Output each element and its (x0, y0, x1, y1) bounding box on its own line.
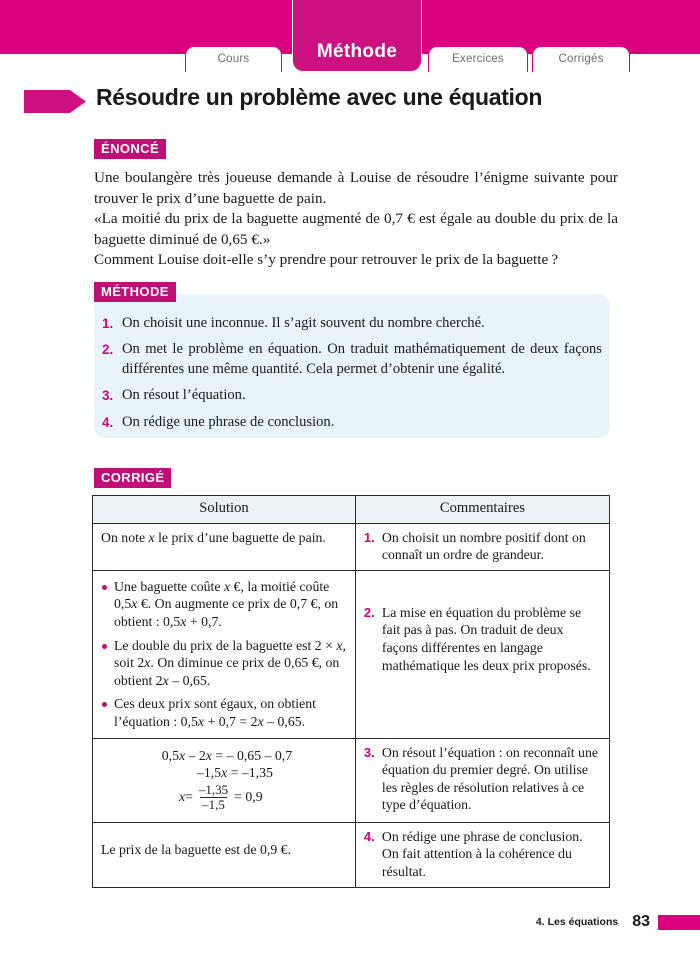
comment-item (364, 604, 601, 674)
fraction-numerator: –1,35 (198, 781, 229, 797)
enonce-paragraph-1: Une boulangère très joueuse demande à Louise de résoudre l’énigme suivante pour trouver le prix d’une baguette de pain. (94, 169, 618, 207)
bullet-part: – 0,65. (263, 713, 306, 729)
solution-cell-1 (93, 523, 356, 570)
methode-step (102, 340, 602, 379)
variable-x: x (179, 789, 186, 805)
variable-x: x (180, 613, 187, 629)
table-header-row (93, 496, 610, 524)
bullet-part: Une baguette coûte (114, 578, 224, 594)
solution-bullet-list (101, 578, 347, 731)
bullet-part: €. On augmente ce prix de 0,7 €, on obtient : 0,5 (114, 596, 339, 629)
solution-cell-2 (93, 570, 356, 738)
variable-x: x (131, 596, 138, 612)
arrow-marker-icon (24, 90, 86, 113)
corrige-label-wrap (94, 468, 171, 488)
page-title-row (0, 84, 700, 120)
comment-number: 4. (363, 828, 375, 844)
solution-text: Le prix de la baguette est de 0,9 €. (101, 841, 292, 857)
comment-text: On choisit un nombre positif dont on connaît un ordre de grandeur. (381, 529, 586, 563)
footer-page-number: 83 (632, 913, 650, 930)
variable-x: x (257, 713, 264, 729)
comment-item (364, 828, 601, 881)
list-item (101, 578, 347, 631)
tab-methode[interactable] (292, 0, 422, 72)
variable-x: x (336, 637, 343, 653)
methode-steps (102, 314, 602, 432)
tab-cours-label: Cours (217, 53, 250, 65)
bullet-part: . On diminue ce prix de 0,65 €, on obtient 2 (114, 655, 340, 688)
comment-item (364, 744, 601, 814)
equation-line-2 (101, 764, 347, 782)
variable-x: x (197, 713, 205, 729)
solution-text-pre: On note (101, 529, 149, 545)
methode-step-number: 1. (102, 316, 114, 331)
methode-step (102, 413, 602, 432)
comment-cell-2 (355, 570, 609, 738)
column-header-commentaires: Commentaires (355, 496, 609, 524)
tab-exercices[interactable] (428, 46, 528, 72)
bullet-part: – 0,65. (168, 672, 211, 688)
comment-text: La mise en équation du problème se fait pas à pas. On traduit de deux façons différentes en langage mathématique les deux prix proposés. (381, 604, 591, 673)
enonce-paragraph-2: «La moitié du prix de la baguette augmenté de 0,7 € est égale au double du prix de la baguette diminué de 0,65 €.» (94, 210, 618, 248)
comment-number: 3. (363, 744, 375, 760)
bullet-part: , soit 2 (114, 637, 346, 671)
equation-part: – 2 (185, 747, 206, 763)
equation-part: = – 0,65 – 0,7 (211, 747, 293, 763)
equation-part: = –1,35 (227, 765, 273, 781)
equation-block (101, 744, 347, 816)
comment-text: On résout l’équation : on reconnaît une équation du premier degré. On utilise les règles de résolution relatives à ce type d’équation. (381, 744, 598, 813)
equation-line-1 (101, 747, 347, 765)
tab-corriges-label: Corrigés (558, 53, 604, 65)
comment-number: 2. (363, 604, 375, 620)
methode-step-text: On résout l’équation. (122, 387, 246, 404)
methode-step-number: 3. (102, 388, 114, 404)
page-footer (536, 912, 700, 932)
equation-line-3 (101, 783, 347, 812)
comment-cell-3 (355, 738, 609, 822)
equation-part: –1,5 (196, 765, 222, 781)
list-item (101, 695, 347, 730)
methode-label-wrap (94, 282, 176, 302)
bullet-part: Ces deux prix sont égaux, on obtient l’équation : 0,5 (114, 696, 316, 729)
table-row (93, 738, 610, 822)
tab-cours[interactable] (185, 46, 282, 72)
fraction (197, 783, 230, 812)
methode-step-text: On rédige une phrase de conclusion. (122, 413, 335, 430)
solution-text-post: le prix d’une baguette de pain. (154, 529, 326, 545)
footer-pink-block (658, 915, 700, 930)
equation-part: 0,5 (161, 747, 179, 763)
variable-x: x (148, 529, 155, 545)
table-row (93, 822, 610, 887)
methode-step-text: On choisit une inconnue. Il s’agit souvent du nombre cherché. (122, 315, 485, 331)
bullet-part: Le double du prix de la baguette est 2 × (114, 637, 337, 653)
tab-exercices-label: Exercices (452, 53, 504, 65)
bullet-part: + 0,7 = 2 (204, 713, 258, 729)
methode-step-number: 2. (102, 342, 114, 358)
fraction-denominator: –1,5 (202, 796, 225, 812)
solution-cell-4 (93, 822, 356, 887)
section-tabbar (0, 0, 700, 72)
bullet-part: €, la moitié coûte 0,5 (114, 578, 330, 612)
table-row (93, 523, 610, 570)
comment-cell-1 (355, 523, 609, 570)
table-row (93, 570, 610, 738)
enonce-label: ÉNONCÉ (94, 139, 166, 159)
enonce-body (94, 168, 618, 271)
list-item (101, 637, 347, 690)
column-header-solution: Solution (93, 496, 356, 524)
tab-corriges[interactable] (532, 46, 630, 72)
page-title: Résoudre un problème avec une équation (96, 84, 543, 110)
variable-x: x (178, 747, 186, 763)
variable-x: x (144, 655, 151, 671)
bullet-part: + 0,7. (186, 613, 222, 629)
comment-cell-4 (355, 822, 609, 887)
comment-text: On rédige une phrase de conclusion. On fait attention à la cohérence du résultat. (381, 828, 583, 879)
variable-x: x (162, 672, 169, 688)
footer-chapter-label: 4. Les équations (535, 916, 619, 928)
methode-step (102, 386, 602, 405)
corrige-table (92, 495, 610, 888)
variable-x: x (221, 765, 228, 781)
enonce-section (94, 139, 618, 271)
enonce-paragraph-3: Comment Louise doit-elle s’y prendre pour retrouver le prix de la baguette ? (94, 251, 558, 269)
comment-item (364, 529, 601, 564)
corrige-label: CORRIGÉ (94, 468, 171, 488)
methode-step-number: 4. (102, 414, 114, 430)
comment-number: 1. (363, 529, 375, 545)
methode-step (102, 314, 602, 333)
equation-result: = 0,9 (234, 789, 263, 805)
tab-methode-label: Méthode (316, 41, 398, 62)
solution-cell-3 (93, 738, 356, 822)
variable-x: x (223, 578, 231, 594)
variable-x: x (205, 747, 212, 763)
methode-step-text: On met le problème en équation. On traduit mathématiquement de deux façons différentes une même quantité. Cela permet d’obtenir une égalité. (122, 341, 602, 377)
methode-label: MÉTHODE (94, 282, 176, 302)
equation-part: = (185, 789, 193, 805)
